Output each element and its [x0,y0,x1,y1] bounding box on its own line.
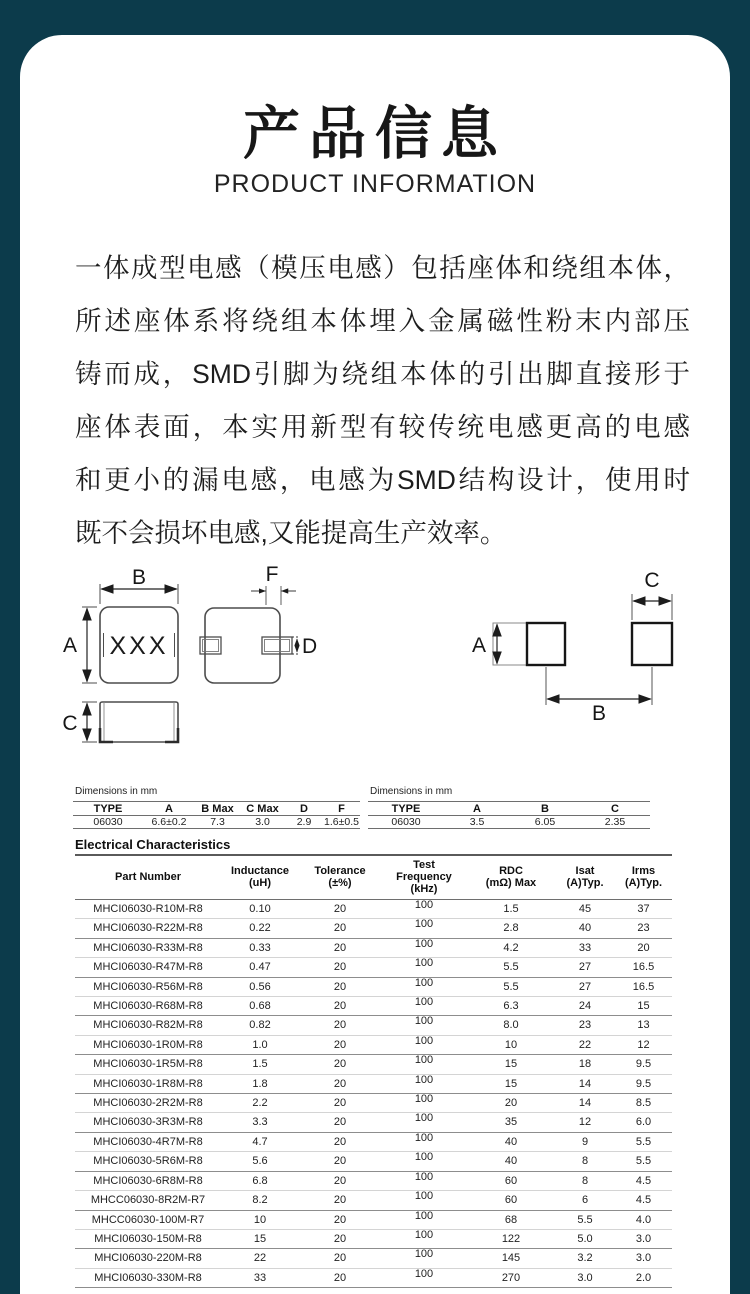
table-row [75,1249,672,1268]
column-header: RDC (mΩ) Max [467,855,555,900]
table-cell: 9.5 [615,1074,672,1093]
table-cell: 10 [221,1210,299,1229]
table-cell: 100 [381,997,467,1016]
table-cell: 3.0 [240,816,285,829]
table-cell: 100 [381,900,467,919]
table-cell: 100 [381,1094,467,1113]
label-side-pad-side: D [302,635,318,658]
column-header: F [323,802,360,816]
table-cell: MHCI06030-4R7M-R8 [75,1132,221,1151]
table-cell: 35 [467,1113,555,1132]
table-cell: 100 [381,1191,467,1210]
table-cell: 100 [381,1132,467,1151]
table-cell: 22 [221,1249,299,1268]
table-cell: 18 [555,1055,615,1074]
table-cell: 14 [555,1094,615,1113]
table-row [75,1113,672,1132]
product-description [75,242,690,560]
table-cell: 3.5 [444,816,510,829]
page-subtitle: PRODUCT INFORMATION [213,170,537,198]
table-cell: 20 [299,1035,381,1054]
table-cell: MHCI06030-R56M-R8 [75,977,221,996]
table-cell: 20 [299,958,381,977]
land-pattern-drawing [493,594,672,705]
table-cell: 20 [299,1191,381,1210]
table-cell: 145 [467,1249,555,1268]
table-cell: MHCI06030-1R8M-R8 [75,1074,221,1093]
table-cell: 20 [299,1268,381,1287]
table-cell: 2.8 [467,919,555,938]
table-cell: MHCI06030-R10M-R8 [75,900,221,919]
label-land-pitch: B [591,702,607,725]
part-marking: XXX [109,632,169,660]
table-cell: 4.7 [221,1132,299,1151]
table-cell: MHCI06030-R22M-R8 [75,919,221,938]
table-cell: 100 [381,919,467,938]
electrical-characteristics-section [75,837,672,1288]
table-cell: 4.2 [467,938,555,957]
table-cell: 0.22 [221,919,299,938]
column-header: TYPE [368,802,444,816]
table-cell: 20 [299,1016,381,1035]
table-cell: MHCI06030-6R8M-R8 [75,1171,221,1190]
table-cell: 100 [381,1035,467,1054]
column-header: C Max [240,802,285,816]
table-cell: 8 [555,1171,615,1190]
table-cell: 20 [299,900,381,919]
table-cell: 2.0 [615,1268,672,1287]
table-cell: 20 [299,1210,381,1229]
column-header: A [143,802,195,816]
table-cell: 14 [555,1074,615,1093]
table-cell: 100 [381,1074,467,1093]
table-cell: MHCI06030-1R0M-R8 [75,1035,221,1054]
table-cell: 6.3 [467,997,555,1016]
table-cell: 100 [381,958,467,977]
table-cell: 20 [299,1152,381,1171]
table-cell: 27 [555,977,615,996]
table-row [368,816,650,829]
table-cell: 8 [555,1152,615,1171]
table-row [75,1229,672,1248]
table-cell: 100 [381,1152,467,1171]
table-cell: 5.5 [467,958,555,977]
table-cell: 15 [221,1229,299,1248]
table-cell: 9 [555,1132,615,1151]
table-cell: MHCI06030-330M-R8 [75,1268,221,1287]
table-cell: 5.5 [615,1152,672,1171]
column-header: Part Number [75,855,221,900]
table-cell: 3.0 [555,1268,615,1287]
table-cell: 20 [299,1229,381,1248]
table-cell: 1.6±0.5 [324,816,359,828]
column-header: Irms (A)Typ. [615,855,672,900]
table-cell: 122 [467,1229,555,1248]
column-header: C [580,802,650,816]
table-cell: 20 [299,1249,381,1268]
dimension-diagram [0,560,750,770]
table-cell: 100 [381,1249,467,1268]
table-cell: 15 [467,1074,555,1093]
side-view-drawing [200,586,300,683]
table-cell: 0.82 [221,1016,299,1035]
table-cell: 1.5 [467,900,555,919]
table-cell: MHCC06030-8R2M-R7 [75,1191,221,1210]
table-cell: 7.3 [195,816,240,829]
description-line: 铸而成，SMD引脚为绕组本体的引出脚直接形于 [75,359,690,389]
table-cell: 5.0 [555,1229,615,1248]
table-cell: 5.5 [467,977,555,996]
table-row [75,977,672,996]
table-cell: 20 [467,1094,555,1113]
column-header: Inductance (uH) [221,855,299,900]
description-line: 和更小的漏电感，电感为SMD结构设计，使用时 [75,465,690,495]
table-cell: 100 [381,1171,467,1190]
column-header: Tolerance (±%) [299,855,381,900]
description-line: 座体表面，本实用新型有较传统电感更高的电感 [75,412,690,442]
table-cell: 20 [299,919,381,938]
table-cell: 12 [555,1113,615,1132]
table-cell: 6.0 [615,1113,672,1132]
section-title: Electrical Characteristics [75,837,231,852]
table-cell: MHCI06030-R82M-R8 [75,1016,221,1035]
table-cell: 4.5 [615,1191,672,1210]
table-cell: 2.35 [580,816,650,829]
column-header: TYPE [73,802,143,816]
table-cell: 270 [467,1268,555,1287]
table-cell: 1.5 [221,1055,299,1074]
label-top-height: A [62,634,78,657]
column-header: B Max [195,802,240,816]
package-dimensions-table [73,801,360,829]
table-cell: 60 [467,1191,555,1210]
table-cell: 100 [381,1210,467,1229]
table-cell: 5.5 [615,1132,672,1151]
table-cell: 23 [615,919,672,938]
table-cell: 8.5 [615,1094,672,1113]
table-cell: MHCC06030-100M-R7 [75,1210,221,1229]
table-cell: 20 [299,1094,381,1113]
description-line: 既不会损坏电感,又能提高生产效率。 [75,518,507,548]
table-cell: 100 [381,977,467,996]
table-cell: 1.0 [221,1035,299,1054]
table-row [75,919,672,938]
table-cell: 40 [467,1132,555,1151]
column-header: B [510,802,580,816]
table-row [75,1074,672,1093]
table-row [75,938,672,957]
label-top-width: B [131,566,147,589]
table-cell: 06030 [368,816,444,829]
table-row [75,1152,672,1171]
table-cell: 3.2 [555,1249,615,1268]
table-cell: 6 [555,1191,615,1210]
column-header: D [285,802,323,816]
table-cell: 33 [555,938,615,957]
table-cell: 9.5 [615,1055,672,1074]
column-header: Isat (A)Typ. [555,855,615,900]
table-cell: 16.5 [615,977,672,996]
table-cell: 2.9 [285,816,323,829]
table-cell: 15 [467,1055,555,1074]
table-cell: 3.0 [615,1229,672,1248]
table-row [75,997,672,1016]
table-cell: 6.8 [221,1171,299,1190]
table-cell: 5.5 [555,1210,615,1229]
table-cell: 100 [381,1055,467,1074]
front-view-drawing [82,702,178,742]
table-cell: 20 [299,997,381,1016]
table-cell: 37 [615,900,672,919]
table-cell: 0.47 [221,958,299,977]
table-cell: 40 [467,1152,555,1171]
label-land-pad-height: A [471,634,487,657]
table-cell: 100 [381,1113,467,1132]
table-cell: MHCI06030-R33M-R8 [75,938,221,957]
table-cell: 0.68 [221,997,299,1016]
table-cell: 15 [615,997,672,1016]
table-cell: 13 [615,1016,672,1035]
table-cell: 23 [555,1016,615,1035]
table-cell: 20 [299,1171,381,1190]
table-cell: 12 [615,1035,672,1054]
column-header: A [444,802,510,816]
table-cell: 6.05 [510,816,580,829]
table-row [75,1016,672,1035]
table-cell: 10 [467,1035,555,1054]
table-cell: 4.5 [615,1171,672,1190]
table-cell: 40 [555,919,615,938]
table-cell: 3.3 [221,1113,299,1132]
table-cell: 5.6 [221,1152,299,1171]
table-cell: 100 [381,1016,467,1035]
table-cell: 06030 [73,816,143,829]
label-side-pad-top: F [265,563,279,586]
package-dimensions-block [73,786,360,829]
table-row [75,1171,672,1190]
table-row [75,1035,672,1054]
table-row [75,1268,672,1287]
table-cell: 100 [381,1229,467,1248]
table-cell: 3.0 [615,1249,672,1268]
table-cell: 20 [299,1113,381,1132]
table-cell: MHCI06030-2R2M-R8 [75,1094,221,1113]
description-line: 一体成型电感（模压电感）包括座体和绕组本体， [75,253,690,283]
table-cell: 33 [221,1268,299,1287]
table-cell: 0.10 [221,900,299,919]
dimensions-caption: Dimensions in mm [75,786,158,797]
page-title: 产品信息 [243,102,507,166]
table-cell: 20 [299,1055,381,1074]
table-cell: MHCI06030-1R5M-R8 [75,1055,221,1074]
table-cell: MHCI06030-R47M-R8 [75,958,221,977]
table-cell: 20 [299,1074,381,1093]
table-row [75,1191,672,1210]
table-cell: 1.8 [221,1074,299,1093]
table-row [75,1055,672,1074]
electrical-characteristics-table [75,854,672,1288]
land-dimensions-block [368,786,650,829]
table-cell: 60 [467,1171,555,1190]
label-front-height: C [62,712,78,735]
table-cell: 100 [381,1268,467,1287]
table-cell: MHCI06030-150M-R8 [75,1229,221,1248]
label-land-pad-width: C [644,569,660,592]
table-cell: MHCI06030-3R3M-R8 [75,1113,221,1132]
dimensions-caption: Dimensions in mm [370,786,453,797]
table-row [75,900,672,919]
table-row [73,816,360,829]
land-dimensions-table [368,801,650,829]
table-cell: 0.33 [221,938,299,957]
table-cell: MHCI06030-220M-R8 [75,1249,221,1268]
table-cell: 68 [467,1210,555,1229]
table-cell: 100 [381,938,467,957]
table-cell: 20 [299,977,381,996]
table-row [75,958,672,977]
table-cell: MHCI06030-R68M-R8 [75,997,221,1016]
table-cell: 20 [615,938,672,957]
table-cell: 8.2 [221,1191,299,1210]
table-cell: 16.5 [615,958,672,977]
table-cell: 22 [555,1035,615,1054]
table-row [75,1210,672,1229]
table-row [75,1132,672,1151]
table-cell: 0.56 [221,977,299,996]
table-cell: 27 [555,958,615,977]
table-cell: MHCI06030-5R6M-R8 [75,1152,221,1171]
table-cell: 45 [555,900,615,919]
table-cell: 24 [555,997,615,1016]
column-header: Test Frequency (kHz) [381,855,467,900]
table-cell: 4.0 [615,1210,672,1229]
table-cell: 2.2 [221,1094,299,1113]
table-cell: 8.0 [467,1016,555,1035]
description-line: 所述座体系将绕组本体埋入金属磁性粉末内部压 [75,306,690,336]
table-row [75,1094,672,1113]
table-cell: 6.6±0.2 [143,816,195,829]
table-cell: 20 [299,1132,381,1151]
table-cell: 20 [299,938,381,957]
